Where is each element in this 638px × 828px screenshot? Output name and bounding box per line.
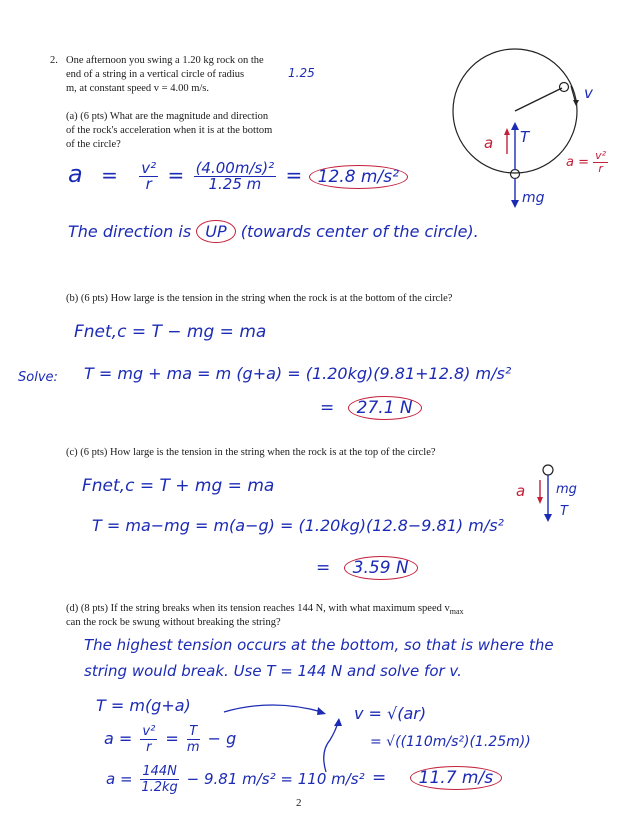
radius-handwritten: 1.25 bbox=[288, 66, 315, 80]
direction-answer: UP bbox=[196, 220, 235, 243]
speed-squared: (4.00m/s)² bbox=[195, 159, 275, 177]
diagram-T-label: T bbox=[520, 128, 530, 146]
numeric-fraction bbox=[194, 161, 277, 192]
eq3-num: 144N bbox=[142, 764, 177, 779]
formula-fraction bbox=[593, 150, 608, 175]
equals-sign-3: = bbox=[285, 163, 303, 187]
part-d-prompt-text: (d) (8 pts) If the string breaks when its tension reaches 144 N, with what maximum speed v bbox=[66, 603, 450, 614]
part-a-equation bbox=[68, 160, 408, 192]
eq2-T-over-m bbox=[187, 724, 200, 755]
eq3-den: 1.2kg bbox=[141, 780, 178, 795]
diagram-a-label: a bbox=[484, 134, 494, 152]
eq2-equals: = bbox=[165, 729, 179, 748]
part-d-prompt-line2: can the rock be swung without breaking the string? bbox=[66, 617, 281, 628]
part-d-v-eq1: v = √(ar) bbox=[354, 704, 427, 723]
question-intro-line1: One afternoon you swing a 1.20 kg rock on the bbox=[66, 55, 264, 66]
diagram-v-label: v bbox=[584, 84, 593, 102]
part-c-prompt: (c) (6 pts) How large is the tension in the string when the rock is at the top of the circle? bbox=[66, 447, 436, 458]
top-force-diagram bbox=[530, 458, 570, 538]
part-d-v-equals: = bbox=[372, 768, 387, 788]
part-b-equals: = bbox=[320, 398, 335, 418]
part-a-prompt-line2: of the rock's acceleration when it is at the bottom bbox=[66, 125, 273, 136]
part-d-eq2 bbox=[104, 724, 236, 755]
part-c-answer-row bbox=[316, 558, 418, 578]
eq3-rest: − 9.81 m/s² = 110 m/s² bbox=[186, 770, 365, 788]
part-d-eq1: T = m(g+a) bbox=[96, 696, 191, 715]
part-b-prompt: (b) (6 pts) How large is the tension in the string when the rock is at the bottom of the circle? bbox=[66, 293, 453, 304]
part-c-line1: Fnet,c = T + mg = ma bbox=[82, 476, 275, 496]
part-c-equals: = bbox=[316, 558, 331, 578]
eq3-a: a = bbox=[106, 770, 133, 788]
eq2-v2: v² bbox=[142, 724, 156, 739]
page-number: 2 bbox=[296, 797, 302, 809]
part-c-line2: T = ma−mg = m(a−g) = (1.20kg)(12.8−9.81) m/s² bbox=[92, 516, 504, 535]
part-b-line1: Fnet,c = T − mg = ma bbox=[74, 322, 267, 342]
v2-over-r bbox=[139, 161, 158, 192]
part-a-prompt-line1: (a) (6 pts) What are the magnitude and direction bbox=[66, 111, 269, 122]
equals-sign: = bbox=[101, 163, 118, 187]
eq3-fraction bbox=[140, 764, 179, 795]
direction-note: (towards center of the circle). bbox=[240, 222, 479, 241]
part-b-line2: T = mg + ma = m (g+a) = (1.20kg)(9.81+12.8) m/s² bbox=[84, 364, 512, 383]
part-b-answer: 27.1 N bbox=[348, 396, 422, 420]
part-d-text-line2: string would break. Use T = 144 N and solve for v. bbox=[84, 662, 462, 680]
part-d-v-eq3-row bbox=[372, 768, 502, 788]
eq2-g: − g bbox=[207, 729, 237, 748]
direction-label: The direction is bbox=[68, 222, 192, 241]
question-intro-line3: m, at constant speed v = 4.00 m/s. bbox=[66, 83, 209, 94]
part-d-v-eq2: = √((110m/s²)(1.25m)) bbox=[370, 734, 531, 750]
direction-line bbox=[68, 222, 479, 241]
formula-num: v² bbox=[595, 149, 607, 162]
part-a-prompt-line3: of the circle? bbox=[66, 139, 121, 150]
formula-den: r bbox=[598, 162, 603, 175]
part-a-answer: 12.8 m/s² bbox=[309, 165, 408, 189]
part-d-text-line1: The highest tension occurs at the bottom, so that is where the bbox=[84, 636, 554, 654]
radius-value: 1.25 m bbox=[208, 175, 262, 193]
eq2-r: r bbox=[146, 740, 152, 755]
top-diagram-a-label: a bbox=[516, 482, 526, 500]
equals-sign-2: = bbox=[167, 163, 185, 187]
solve-label: Solve: bbox=[18, 370, 58, 385]
eq2-a: a = bbox=[104, 729, 133, 748]
part-b-answer-row bbox=[320, 398, 422, 418]
part-d-eq3 bbox=[106, 764, 365, 795]
vmax-subscript: max bbox=[449, 607, 464, 617]
question-intro-line2: end of a string in a vertical circle of radius bbox=[66, 69, 245, 80]
diagram-mg-label: mg bbox=[522, 190, 545, 206]
a-symbol: a bbox=[68, 160, 83, 188]
part-d-answer: 11.7 m/s bbox=[410, 766, 502, 790]
eq2-T: T bbox=[187, 724, 200, 740]
part-c-answer: 3.59 N bbox=[344, 556, 418, 580]
top-diagram-mg-label: mg bbox=[556, 482, 577, 497]
question-number: 2. bbox=[50, 55, 58, 66]
v2-numerator: v² bbox=[141, 159, 157, 177]
eq2-m: m bbox=[186, 740, 200, 755]
formula-a: a = bbox=[566, 155, 589, 170]
top-diagram-T-label: T bbox=[560, 504, 568, 519]
r-denominator: r bbox=[145, 175, 152, 193]
diagram-accel-formula bbox=[566, 150, 608, 175]
eq2-v2-over-r bbox=[140, 724, 157, 755]
